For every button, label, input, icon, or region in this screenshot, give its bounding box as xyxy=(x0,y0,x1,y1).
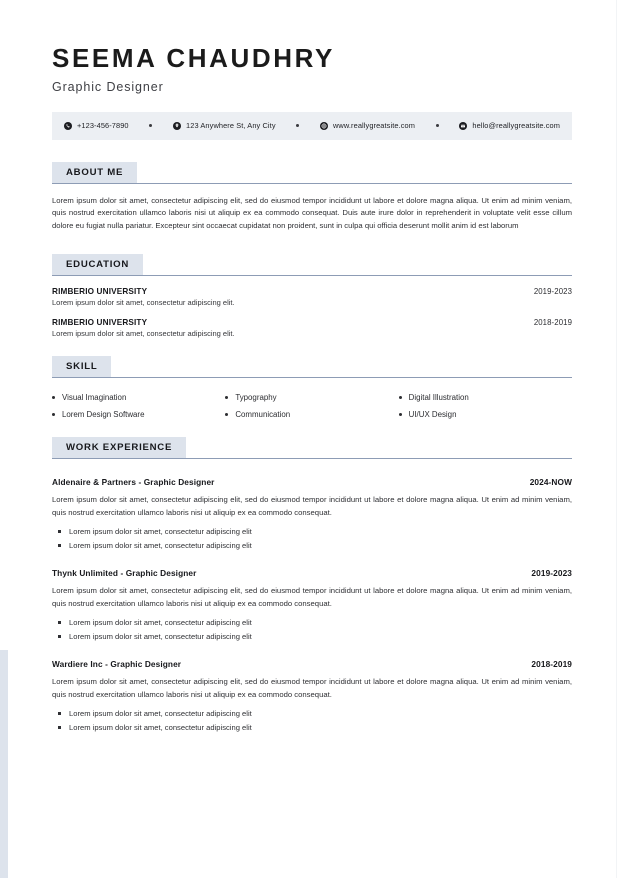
contact-address[interactable] xyxy=(173,121,276,130)
work-bullet-text: Lorem ipsum dolor sit amet, consectetur adipiscing elit xyxy=(69,723,252,733)
phone-icon xyxy=(64,122,72,130)
section-header-about-me xyxy=(52,162,572,184)
work-bullet-list xyxy=(52,527,572,550)
work-bullet xyxy=(52,632,572,641)
section-header-work-experience xyxy=(52,437,572,459)
work-entry xyxy=(52,659,572,732)
location-pin-icon xyxy=(173,122,181,130)
skill-label: Visual Imagination xyxy=(62,393,127,403)
skill-item xyxy=(225,393,398,402)
bullet-dot-icon xyxy=(225,413,228,416)
bullet-dot-icon xyxy=(399,396,402,399)
skill-label: UI/UX Design xyxy=(408,410,457,420)
globe-icon xyxy=(320,122,328,130)
resume-page xyxy=(8,0,617,878)
contact-separator xyxy=(149,124,152,127)
envelope-icon xyxy=(459,122,467,130)
education-school: RIMBERIO UNIVERSITY xyxy=(52,318,148,328)
bullet-square-icon xyxy=(58,544,61,547)
work-title: Aldenaire & Partners - Graphic Designer xyxy=(52,477,215,488)
about-me-text: Lorem ipsum dolor sit amet, consectetur adipiscing elit, sed do eiusmod tempor incididunt ut labore et dolore magna aliqua. Ut enim ad minim veniam, quis nostrud exercitation ullamco laboris nisi ut aliquip ex ea commodo consequat. Duis aute irure dolor in reprehenderit in voluptate velit esse cillum dolore eu fugiat nulla pariatur. Excepteur sint occaecat cupidatat non proident, sunt in culpa qui officia deserunt mollit anim id est laborum xyxy=(52,195,572,230)
work-bullet-text: Lorem ipsum dolor sit amet, consectetur adipiscing elit xyxy=(69,527,252,537)
skill-list xyxy=(52,389,572,419)
work-summary: Lorem ipsum dolor sit amet, consectetur adipiscing elit, sed do eiusmod tempor incididunt ut labore et dolore magna aliqua. Ut enim ad minim veniam, quis nostrud exercitation ullamco laboris nisi ut aliquip ex ea commodo consequat. xyxy=(52,677,572,699)
work-entry xyxy=(52,568,572,641)
skill-item xyxy=(225,410,398,419)
contact-website-text: www.reallygreatsite.com xyxy=(333,121,415,131)
work-bullet-list xyxy=(52,618,572,641)
education-entry-row xyxy=(52,318,572,327)
bullet-dot-icon xyxy=(225,396,228,399)
bullet-dot-icon xyxy=(52,413,55,416)
work-date: 2018-2019 xyxy=(531,659,572,670)
contact-phone[interactable] xyxy=(64,121,129,130)
section-title-about-me: ABOUT ME xyxy=(52,162,137,184)
work-date: 2019-2023 xyxy=(531,568,572,579)
section-title-skill: SKILL xyxy=(52,356,111,378)
resume-header xyxy=(52,44,572,94)
bullet-square-icon xyxy=(58,530,61,533)
page-edge-strip xyxy=(0,650,8,878)
section-divider xyxy=(52,377,572,378)
education-school: RIMBERIO UNIVERSITY xyxy=(52,287,148,297)
section-about-me xyxy=(52,162,572,232)
contact-separator xyxy=(296,124,299,127)
work-bullet xyxy=(52,527,572,536)
education-entry-row xyxy=(52,287,572,296)
section-work-experience xyxy=(52,437,572,732)
work-bullet xyxy=(52,541,572,550)
work-entry-row xyxy=(52,659,572,669)
work-bullet xyxy=(52,723,572,732)
section-header-skill xyxy=(52,356,572,378)
work-bullet-text: Lorem ipsum dolor sit amet, consectetur adipiscing elit xyxy=(69,709,252,719)
section-title-work-experience: WORK EXPERIENCE xyxy=(52,437,186,459)
contact-email[interactable] xyxy=(459,121,560,130)
education-entry xyxy=(52,287,572,307)
bullet-dot-icon xyxy=(399,413,402,416)
education-description: Lorem ipsum dolor sit amet, consectetur adipiscing elit. xyxy=(52,298,235,308)
contact-address-text: 123 Anywhere St, Any City xyxy=(186,121,276,131)
skill-label: Typography xyxy=(235,393,277,403)
section-title-education: EDUCATION xyxy=(52,254,143,276)
work-summary: Lorem ipsum dolor sit amet, consectetur adipiscing elit, sed do eiusmod tempor incididunt ut labore et dolore magna aliqua. Ut enim ad minim veniam, quis nostrud exercitation ullamco laboris nisi ut aliquip ex ea commodo consequat. xyxy=(52,586,572,608)
work-date: 2024-NOW xyxy=(529,477,572,488)
candidate-job-title: Graphic Designer xyxy=(52,79,164,94)
skill-label: Communication xyxy=(235,410,291,420)
work-entry-row xyxy=(52,477,572,487)
work-title: Thynk Unlimited - Graphic Designer xyxy=(52,568,197,579)
section-divider xyxy=(52,183,572,184)
skill-label: Digital Illustration xyxy=(408,393,469,403)
education-date: 2018-2019 xyxy=(533,318,572,328)
contact-email-text: hello@reallygreatsite.com xyxy=(472,121,560,131)
bullet-dot-icon xyxy=(52,396,55,399)
work-entry xyxy=(52,477,572,550)
work-entry-row xyxy=(52,568,572,578)
bullet-square-icon xyxy=(58,621,61,624)
work-bullet-text: Lorem ipsum dolor sit amet, consectetur adipiscing elit xyxy=(69,618,252,628)
contact-separator xyxy=(436,124,439,127)
section-education xyxy=(52,254,572,338)
contact-bar xyxy=(52,112,572,140)
skill-item xyxy=(399,410,572,419)
work-bullet xyxy=(52,709,572,718)
skill-item xyxy=(52,410,225,419)
contact-website[interactable] xyxy=(320,121,415,130)
candidate-name: SEEMA CHAUDHRY xyxy=(52,43,335,73)
section-divider xyxy=(52,275,572,276)
work-bullet-text: Lorem ipsum dolor sit amet, consectetur adipiscing elit xyxy=(69,632,252,642)
work-bullet-list xyxy=(52,709,572,732)
section-divider xyxy=(52,458,572,459)
work-summary: Lorem ipsum dolor sit amet, consectetur adipiscing elit, sed do eiusmod tempor incididunt ut labore et dolore magna aliqua. Ut enim ad minim veniam, quis nostrud exercitation ullamco laboris nisi ut aliquip ex ea commodo consequat. xyxy=(52,495,572,517)
bullet-square-icon xyxy=(58,726,61,729)
education-entry xyxy=(52,318,572,338)
skill-item xyxy=(52,393,225,402)
bullet-square-icon xyxy=(58,712,61,715)
section-header-education xyxy=(52,254,572,276)
education-description: Lorem ipsum dolor sit amet, consectetur adipiscing elit. xyxy=(52,329,235,339)
section-skill xyxy=(52,356,572,419)
work-bullet xyxy=(52,618,572,627)
skill-item xyxy=(399,393,572,402)
education-date: 2019-2023 xyxy=(533,287,572,297)
contact-phone-text: +123-456-7890 xyxy=(77,121,129,131)
bullet-square-icon xyxy=(58,635,61,638)
work-title: Wardiere Inc - Graphic Designer xyxy=(52,659,182,670)
skill-label: Lorem Design Software xyxy=(62,410,145,420)
work-bullet-text: Lorem ipsum dolor sit amet, consectetur adipiscing elit xyxy=(69,541,252,551)
